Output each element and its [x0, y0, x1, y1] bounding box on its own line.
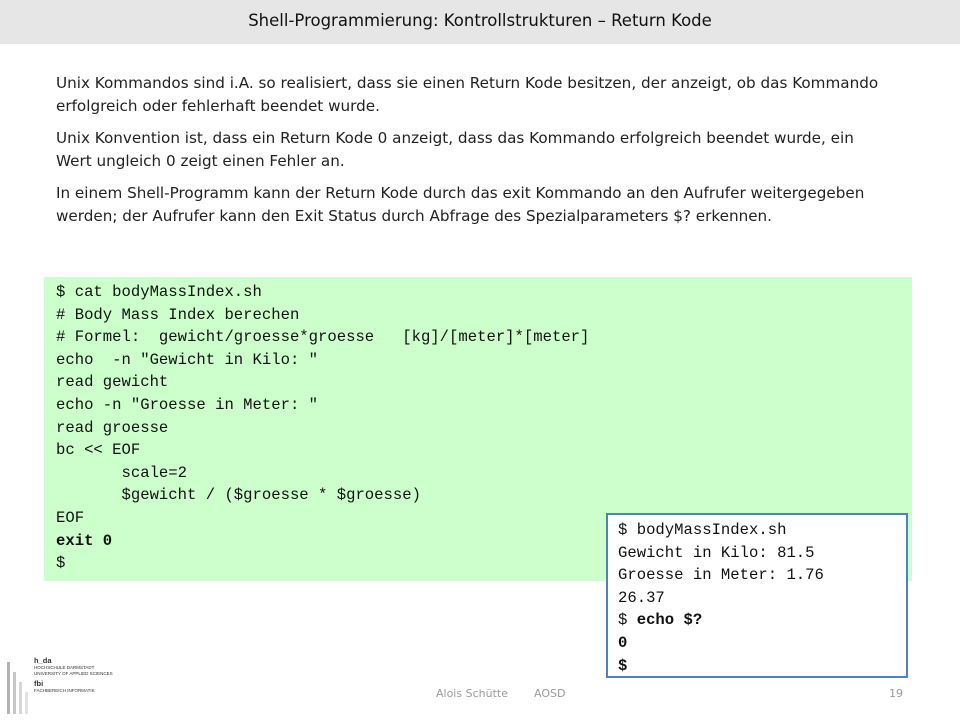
terminal-output	[606, 513, 908, 678]
footer-author: Alois Schütte	[436, 687, 508, 700]
code-line: read gewicht	[56, 373, 169, 392]
code-line: read groesse	[56, 418, 169, 437]
paragraph-return-code: Unix Kommandos sind i.A. so realisiert, dass sie einen Return Kode besitzen, der anzeigt, ob das Kommando erfolgreich oder fehlerhaft beendet wurde.	[56, 74, 879, 115]
logo-university: UNIVERSITY OF APPLIED SCIENCES	[34, 670, 113, 676]
terminal-line: 26.37	[618, 588, 665, 607]
code-line: echo -n "Gewicht in Kilo: "	[56, 350, 319, 369]
code-line: $	[56, 554, 66, 573]
page-number: 19	[889, 687, 903, 700]
code-line: bc << EOF	[56, 441, 141, 460]
logo-text	[34, 656, 113, 694]
paragraph-convention: Unix Konvention ist, dass ein Return Kode 0 anzeigt, dass das Kommando erfolgreich beendet wurde, ein Wert ungleich 0 zeigt einen Fehler an.	[56, 129, 854, 170]
terminal-line: $ bodyMassIndex.sh	[618, 521, 787, 539]
logo-bars-icon	[6, 660, 30, 714]
slide-title: Shell-Programmierung: Kontrollstrukturen – Return Kode	[248, 11, 712, 30]
code-line: # Formel: gewicht/groesse*groesse [kg]/[meter]*[meter]	[56, 328, 590, 347]
code-line: # Body Mass Index berechen	[56, 305, 300, 324]
code-line: scale=2	[56, 463, 188, 482]
hochschule-logo	[6, 656, 146, 716]
terminal-last-prompt: $	[618, 656, 628, 675]
terminal-result: 0	[618, 633, 628, 652]
terminal-line: Gewicht in Kilo: 81.5	[618, 543, 815, 562]
code-line-exit: exit 0	[56, 531, 113, 550]
code-line: EOF	[56, 508, 85, 527]
logo-fbi: fbi	[34, 679, 44, 688]
logo-hda: h_da	[34, 656, 52, 665]
slide-body	[56, 72, 882, 237]
terminal-echo-command: echo $?	[636, 611, 703, 630]
code-line: $ cat bodyMassIndex.sh	[56, 283, 262, 301]
logo-fachbereich: FACHBEREICH INFORMATIK	[34, 688, 95, 693]
logo-hochschule: HOCHSCHULE DARMSTADT	[34, 665, 95, 670]
slide-header	[0, 0, 960, 44]
terminal-line: Groesse in Meter: 1.76	[618, 566, 824, 585]
code-line: $gewicht / ($groesse * $groesse)	[56, 486, 421, 505]
terminal-prompt: $	[618, 611, 637, 630]
code-line: echo -n "Groesse in Meter: "	[56, 395, 319, 414]
paragraph-exit-status: In einem Shell-Programm kann der Return Kode durch das exit Kommando an den Aufrufer weitergegeben werden; der Aufrufer kann den Exit Status durch Abfrage des Spezialparameters $? erkennen.	[56, 184, 865, 225]
footer-course: AOSD	[534, 687, 566, 700]
